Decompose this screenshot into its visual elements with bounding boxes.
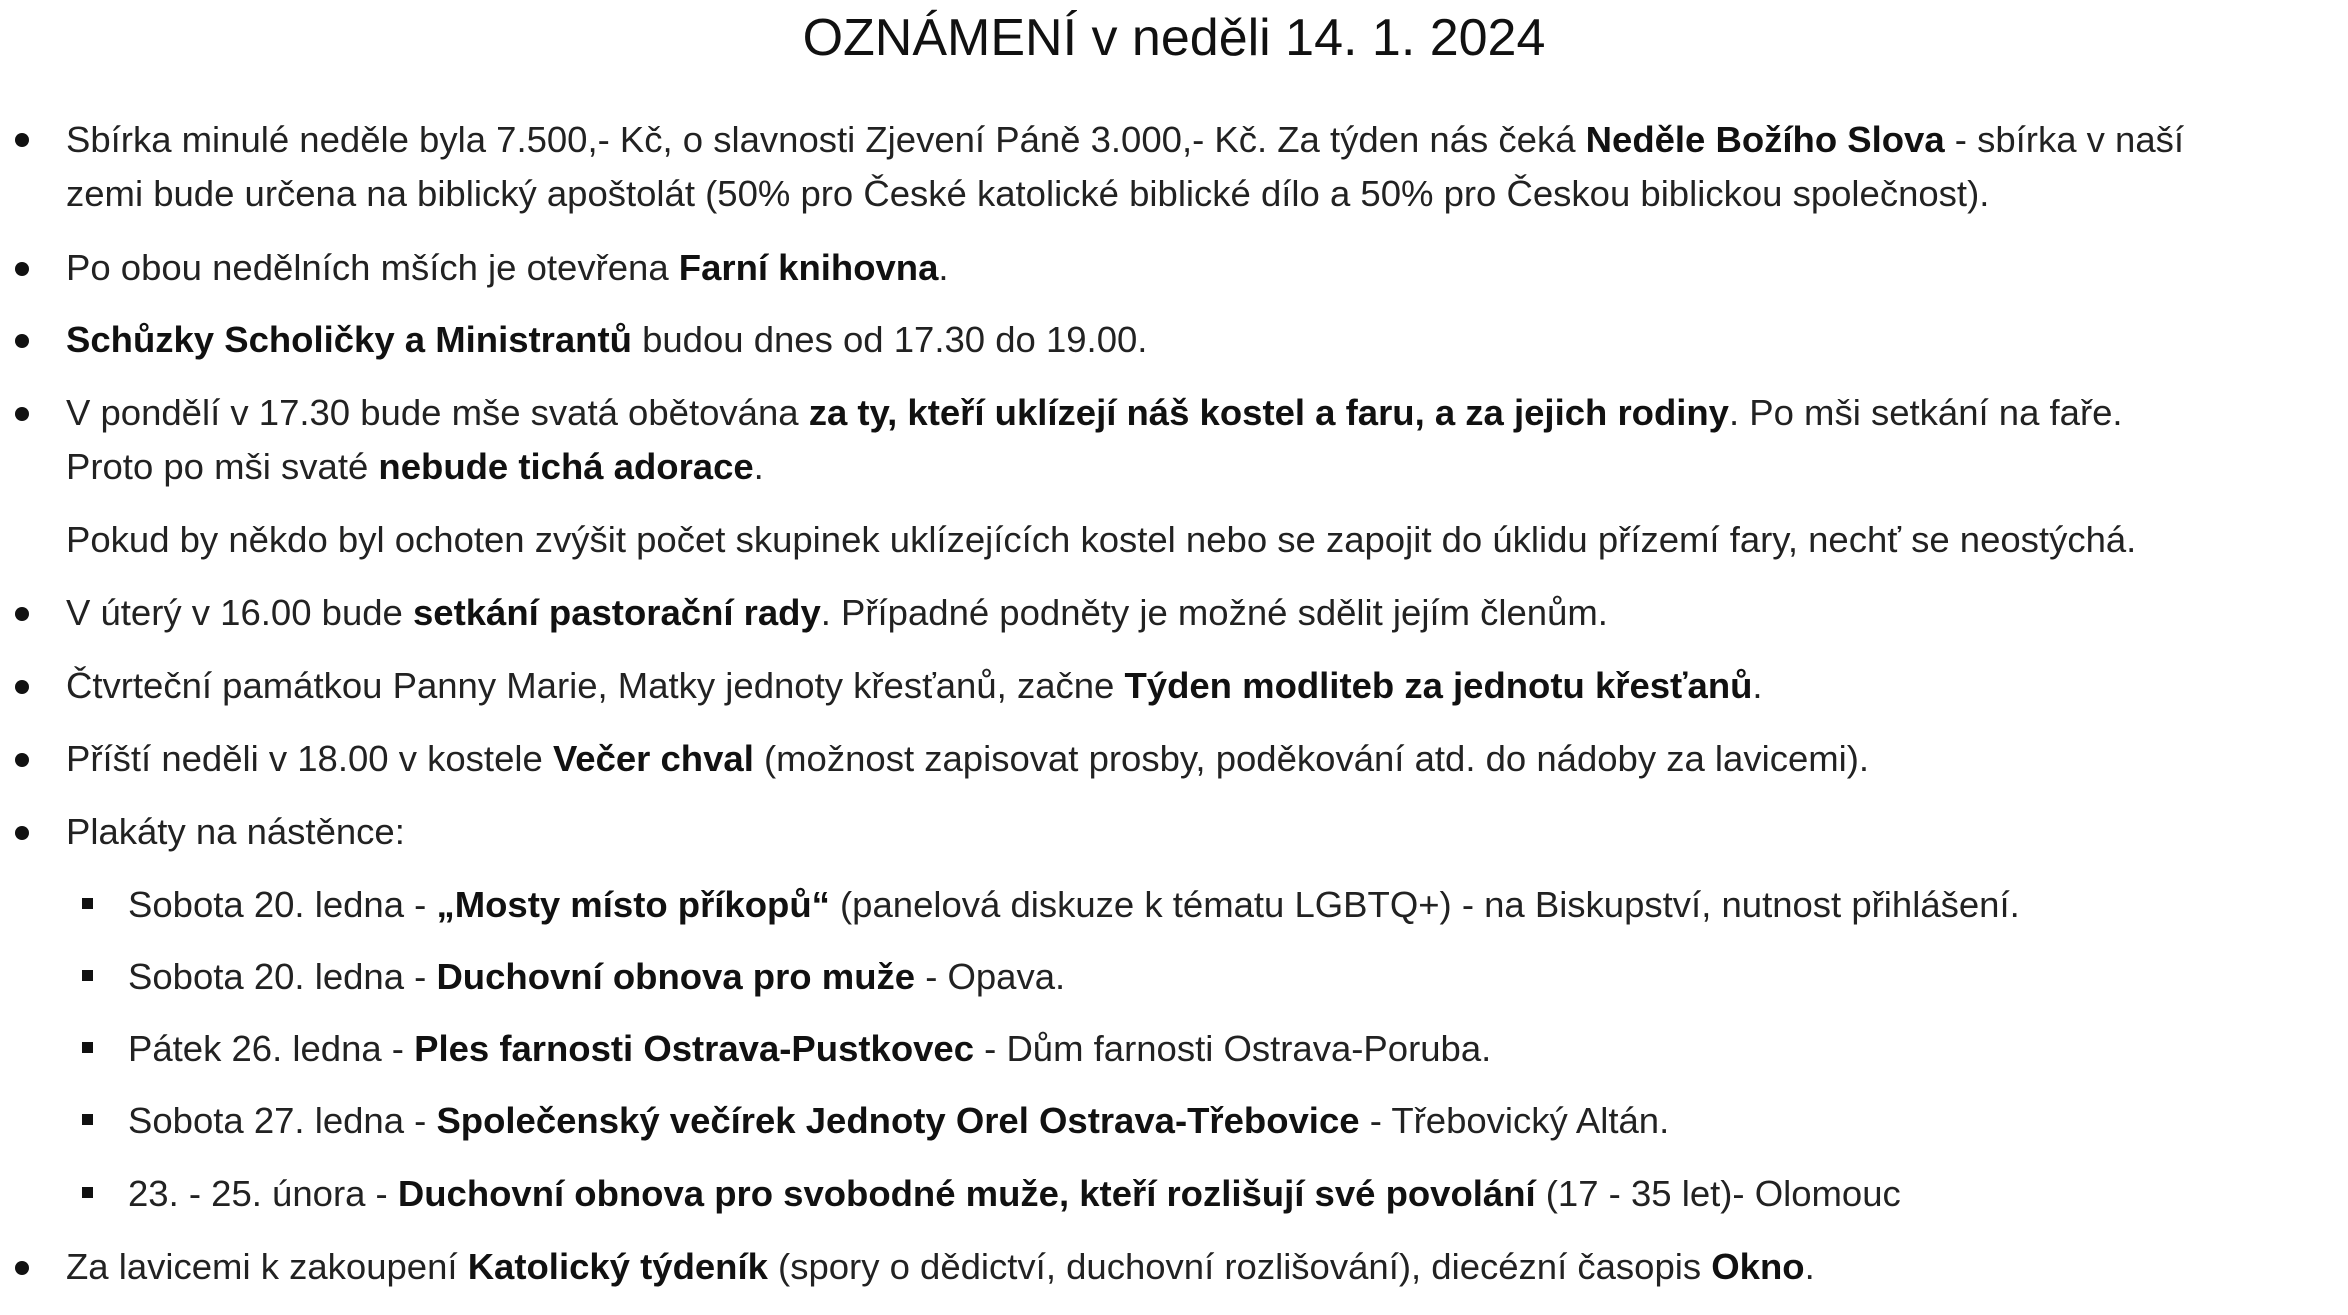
bullet-7 bbox=[15, 753, 29, 767]
item-9-text-mid: (spory o dědictví, duchovní rozlišování), diecézní časopis bbox=[767, 1246, 1712, 1287]
bullet-1 bbox=[15, 133, 29, 147]
poster-item-1 bbox=[128, 878, 2020, 932]
item-4-text-end: . Po mši setkání na faře. bbox=[1728, 392, 2123, 433]
item-4-line-2 bbox=[66, 440, 764, 494]
item-7-text: Příští neděli v 18.00 v kostele bbox=[66, 738, 553, 779]
poster-3-title: Ples farnosti Ostrava-Pustkovec bbox=[414, 1028, 975, 1069]
poster-4-title: Společenský večírek Jednoty Orel Ostrava-Třebovice bbox=[436, 1100, 1360, 1141]
item-9-text: Za lavicemi k zakoupení bbox=[66, 1246, 468, 1287]
item-6-text: Čtvrteční památkou Panny Marie, Matky jednoty křesťanů, začne bbox=[66, 665, 1125, 706]
item-1-highlight: Neděle Božího Slova bbox=[1585, 119, 1945, 160]
item-9 bbox=[66, 1240, 1815, 1294]
poster-item-2 bbox=[128, 950, 1065, 1004]
bullet-6 bbox=[15, 680, 29, 694]
item-1-text-end: - sbírka v naší bbox=[1944, 119, 2185, 160]
item-5-text: V úterý v 16.00 bude bbox=[66, 592, 413, 633]
item-5 bbox=[66, 586, 1608, 640]
item-3-text-end: budou dnes od 17.30 do 19.00. bbox=[631, 319, 1148, 360]
item-5-highlight: setkání pastorační rady bbox=[412, 592, 821, 633]
poster-2-detail: - Opava. bbox=[915, 956, 1066, 997]
item-6 bbox=[66, 659, 1763, 713]
poster-5-detail: (17 - 35 let)- Olomouc bbox=[1535, 1173, 1901, 1214]
poster-item-4 bbox=[128, 1094, 1669, 1148]
item-1-line-2: zemi bude určena na biblický apoštolát (50% pro České katolické biblické dílo a 50% pro Českou biblickou společnost). bbox=[66, 173, 1990, 214]
item-2-text: Po obou nedělních mších je otevřena bbox=[66, 247, 679, 288]
sub-bullet-3 bbox=[82, 1042, 93, 1053]
poster-4-detail: - Třebovický Altán. bbox=[1359, 1100, 1670, 1141]
poster-4-date: Sobota 27. ledna - bbox=[128, 1100, 437, 1141]
item-9-highlight-2: Okno bbox=[1711, 1246, 1805, 1287]
item-6-highlight: Týden modliteb za jednotu křesťanů bbox=[1124, 665, 1753, 706]
item-4-highlight: za ty, kteří uklízejí náš kostel a faru, a za jejich rodiny bbox=[808, 392, 1729, 433]
item-2-text-end: . bbox=[938, 247, 949, 288]
sub-bullet-1 bbox=[82, 898, 93, 909]
bullet-9 bbox=[15, 1261, 29, 1275]
poster-item-5 bbox=[128, 1167, 1901, 1221]
item-1-text: Sbírka minulé neděle byla 7.500,- Kč, o slavnosti Zjevení Páně 3.000,- Kč. Za týden nás čeká bbox=[66, 119, 1586, 160]
item-7-text-end: (možnost zapisovat prosby, poděkování atd. do nádoby za lavicemi). bbox=[753, 738, 1870, 779]
bullet-2 bbox=[15, 262, 29, 276]
item-8: Plakáty na nástěnce: bbox=[66, 811, 405, 852]
poster-5-date: 23. - 25. února - bbox=[128, 1173, 398, 1214]
item-4-line-1 bbox=[66, 386, 2123, 440]
poster-2-title: Duchovní obnova pro muže bbox=[436, 956, 916, 997]
item-5-text-end: . Případné podněty je možné sdělit jejím členům. bbox=[820, 592, 1608, 633]
bullet-3 bbox=[15, 334, 29, 348]
item-4-text: V pondělí v 17.30 bude mše svatá obětována bbox=[66, 392, 809, 433]
item-3 bbox=[66, 313, 1147, 367]
item-9-highlight: Katolický týdeník bbox=[467, 1246, 768, 1287]
poster-item-3 bbox=[128, 1022, 1491, 1076]
item-4-line-2-text: Proto po mši svaté bbox=[66, 446, 379, 487]
sub-bullet-4 bbox=[82, 1114, 93, 1125]
item-4-line-2-highlight: nebude tichá adorace bbox=[378, 446, 754, 487]
item-4-line-2-end: . bbox=[753, 446, 764, 487]
item-2-highlight: Farní knihovna bbox=[678, 247, 939, 288]
bullet-5 bbox=[15, 607, 29, 621]
poster-1-title: „Mosty místo příkopů“ bbox=[436, 884, 830, 925]
poster-3-date: Pátek 26. ledna - bbox=[128, 1028, 415, 1069]
poster-1-detail: (panelová diskuze k tématu LGBTQ+) - na Biskupství, nutnost přihlášení. bbox=[829, 884, 2020, 925]
sub-bullet-2 bbox=[82, 970, 93, 981]
page-title: OZNÁMENÍ v neděli 14. 1. 2024 bbox=[802, 9, 1546, 67]
poster-3-detail: - Dům farnosti Ostrava-Poruba. bbox=[974, 1028, 1492, 1069]
item-6-text-end: . bbox=[1752, 665, 1763, 706]
item-7-highlight: Večer chval bbox=[552, 738, 754, 779]
sub-bullet-5 bbox=[82, 1187, 93, 1198]
item-4-paragraph: Pokud by někdo byl ochoten zvýšit počet skupinek uklízejících kostel nebo se zapojit do úklidu přízemí fary, nechť se neostýchá. bbox=[66, 519, 2137, 560]
bullet-8 bbox=[15, 826, 29, 840]
item-3-highlight: Schůzky Scholičky a Ministrantů bbox=[66, 319, 632, 360]
item-2 bbox=[66, 241, 949, 295]
item-7 bbox=[66, 732, 1869, 786]
poster-5-title: Duchovní obnova pro svobodné muže, kteří rozlišují své povolání bbox=[397, 1173, 1536, 1214]
item-1-line-1 bbox=[66, 113, 2184, 167]
bullet-4 bbox=[15, 407, 29, 421]
item-9-text-end: . bbox=[1804, 1246, 1815, 1287]
poster-2-date: Sobota 20. ledna - bbox=[128, 956, 437, 997]
poster-1-date: Sobota 20. ledna - bbox=[128, 884, 437, 925]
